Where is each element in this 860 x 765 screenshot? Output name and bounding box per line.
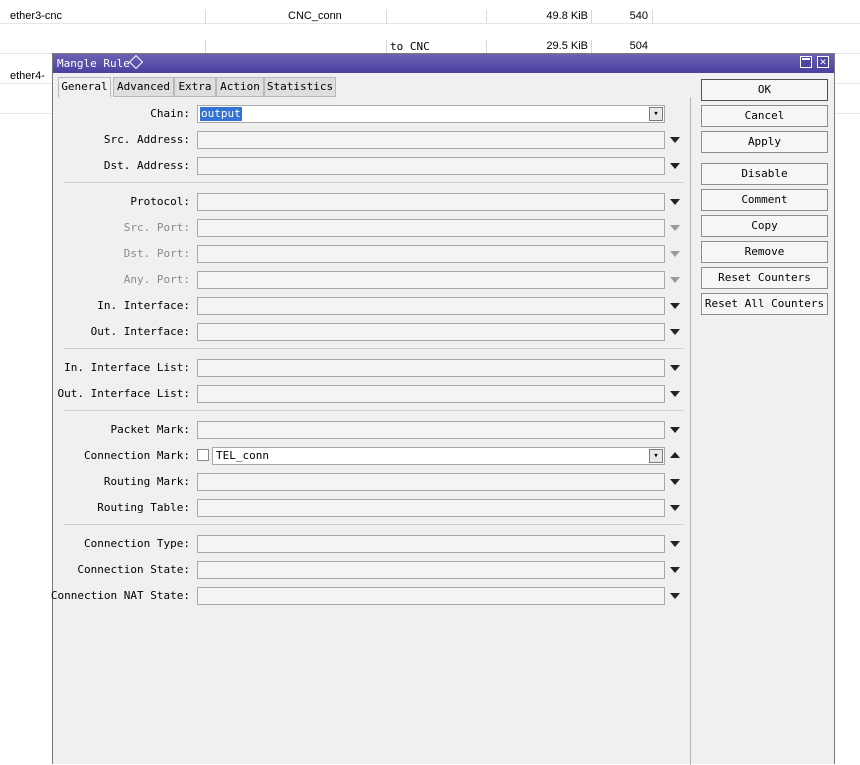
in-interface-row bbox=[54, 297, 684, 315]
section-divider bbox=[64, 410, 684, 411]
dropdown-arrow-icon[interactable] bbox=[670, 329, 680, 335]
dst-address-row bbox=[54, 157, 684, 175]
routing-table-field[interactable] bbox=[197, 499, 665, 517]
dropdown-arrow-icon bbox=[670, 225, 680, 231]
maximize-icon[interactable] bbox=[800, 56, 812, 68]
dropdown-arrow-icon bbox=[670, 277, 680, 283]
negate-checkbox[interactable] bbox=[197, 449, 209, 461]
tab-general[interactable]: General bbox=[58, 77, 111, 98]
in-interface-list-row bbox=[54, 359, 684, 377]
connection-type-row bbox=[54, 535, 684, 553]
out-interface-list-field[interactable] bbox=[197, 385, 665, 403]
section-divider bbox=[64, 524, 684, 525]
chain-label: Chain: bbox=[150, 107, 190, 120]
tab-statistics[interactable]: Statistics bbox=[264, 77, 336, 97]
protocol-row bbox=[54, 193, 684, 211]
table-cell-mark: CNC_conn bbox=[288, 10, 342, 22]
dropdown-arrow-icon[interactable] bbox=[670, 427, 680, 433]
dropdown-arrow-icon[interactable] bbox=[670, 541, 680, 547]
table-cell-packets: 540 bbox=[629, 10, 648, 22]
dropdown-arrow-icon[interactable] bbox=[670, 505, 680, 511]
routing-mark-label: Routing Mark: bbox=[103, 475, 190, 488]
packet-mark-label: Packet Mark: bbox=[110, 423, 190, 436]
close-icon[interactable]: ✕ bbox=[817, 56, 829, 68]
connection-mark-label: Connection Mark: bbox=[84, 449, 190, 462]
title-bar[interactable] bbox=[53, 54, 834, 73]
chain-row bbox=[54, 105, 684, 123]
dropdown-arrow-icon[interactable] bbox=[670, 567, 680, 573]
section-divider bbox=[64, 182, 684, 183]
table-cell-name: ether4- bbox=[10, 70, 45, 82]
comment-button[interactable]: Comment bbox=[701, 189, 828, 211]
connection-mark-row bbox=[54, 447, 684, 465]
column-divider bbox=[486, 40, 487, 53]
reset-counters-button[interactable]: Reset Counters bbox=[701, 267, 828, 289]
src-port-row bbox=[54, 219, 684, 237]
protocol-label: Protocol: bbox=[130, 195, 190, 208]
src-port-label: Src. Port: bbox=[123, 221, 190, 234]
any-port-row bbox=[54, 271, 684, 289]
src-port-field bbox=[197, 219, 665, 237]
dropdown-arrow-icon[interactable] bbox=[670, 303, 680, 309]
ok-button[interactable]: OK bbox=[701, 79, 828, 101]
any-port-label: Any. Port: bbox=[123, 273, 190, 286]
table-cell-bytes: 29.5 KiB bbox=[546, 40, 588, 52]
tab-action[interactable]: Action bbox=[216, 77, 264, 97]
dst-address-field[interactable] bbox=[197, 157, 665, 175]
mangle-rule-window bbox=[52, 53, 835, 764]
src-address-label: Src. Address: bbox=[103, 133, 190, 146]
diamond-icon bbox=[129, 55, 143, 69]
routing-mark-row bbox=[54, 473, 684, 491]
in-interface-label: In. Interface: bbox=[97, 299, 190, 312]
out-interface-list-row bbox=[54, 385, 684, 403]
column-divider bbox=[652, 10, 653, 23]
dropdown-arrow-icon[interactable] bbox=[670, 199, 680, 205]
chain-value: output bbox=[201, 107, 241, 120]
dropdown-arrow-icon[interactable] bbox=[670, 593, 680, 599]
any-port-field bbox=[197, 271, 665, 289]
dropdown-arrow-icon[interactable] bbox=[670, 479, 680, 485]
dropdown-arrow-icon[interactable] bbox=[670, 391, 680, 397]
connection-mark-select[interactable] bbox=[212, 447, 665, 465]
table-cell-packets: 504 bbox=[629, 40, 648, 52]
protocol-field[interactable] bbox=[197, 193, 665, 211]
collapse-arrow-icon[interactable] bbox=[670, 452, 680, 458]
column-divider bbox=[591, 40, 592, 53]
src-address-field[interactable] bbox=[197, 131, 665, 149]
connection-nat-state-label: Connection NAT State: bbox=[50, 589, 190, 602]
disable-button[interactable]: Disable bbox=[701, 163, 828, 185]
dst-port-label: Dst. Port: bbox=[123, 247, 190, 260]
connection-state-label: Connection State: bbox=[77, 563, 190, 576]
column-divider bbox=[486, 10, 487, 23]
out-interface-field[interactable] bbox=[197, 323, 665, 341]
packet-mark-field[interactable] bbox=[197, 421, 665, 439]
tab-advanced[interactable]: Advanced bbox=[113, 77, 174, 97]
connection-type-field[interactable] bbox=[197, 535, 665, 553]
chain-select[interactable] bbox=[197, 105, 665, 123]
reset-all-counters-button[interactable]: Reset All Counters bbox=[701, 293, 828, 315]
copy-button[interactable]: Copy bbox=[701, 215, 828, 237]
in-interface-list-field[interactable] bbox=[197, 359, 665, 377]
connection-mark-value: TEL_conn bbox=[216, 449, 269, 462]
section-divider bbox=[64, 348, 684, 349]
table-row[interactable] bbox=[0, 10, 860, 24]
in-interface-field[interactable] bbox=[197, 297, 665, 315]
dst-address-label: Dst. Address: bbox=[103, 159, 190, 172]
column-divider bbox=[386, 10, 387, 23]
out-interface-label: Out. Interface: bbox=[90, 325, 190, 338]
table-cell-name: ether3-cnc bbox=[10, 10, 62, 22]
dropdown-arrow-icon[interactable] bbox=[670, 365, 680, 371]
tab-extra[interactable]: Extra bbox=[174, 77, 216, 97]
routing-table-label: Routing Table: bbox=[97, 501, 190, 514]
column-divider bbox=[386, 40, 387, 53]
table-cell-comment: to CNC bbox=[390, 40, 430, 53]
packet-mark-row bbox=[54, 421, 684, 439]
column-divider bbox=[591, 10, 592, 23]
table-cell-bytes: 49.8 KiB bbox=[546, 10, 588, 22]
connection-nat-state-field[interactable] bbox=[197, 587, 665, 605]
cancel-button[interactable]: Cancel bbox=[701, 105, 828, 127]
chevron-down-icon[interactable]: ▾ bbox=[649, 449, 663, 463]
column-divider bbox=[205, 40, 206, 53]
chevron-down-icon[interactable]: ▾ bbox=[649, 107, 663, 121]
dst-port-field bbox=[197, 245, 665, 263]
table-row[interactable] bbox=[0, 40, 860, 54]
routing-mark-field[interactable] bbox=[197, 473, 665, 491]
dst-port-row bbox=[54, 245, 684, 263]
dropdown-arrow-icon bbox=[670, 251, 680, 257]
routing-table-row bbox=[54, 499, 684, 517]
src-address-row bbox=[54, 131, 684, 149]
connection-nat-state-row bbox=[50, 587, 684, 605]
connection-state-field[interactable] bbox=[197, 561, 665, 579]
remove-button[interactable]: Remove bbox=[701, 241, 828, 263]
dropdown-arrow-icon[interactable] bbox=[670, 163, 680, 169]
apply-button[interactable]: Apply bbox=[701, 131, 828, 153]
general-panel bbox=[50, 97, 691, 765]
in-interface-list-label: In. Interface List: bbox=[64, 361, 190, 374]
out-interface-row bbox=[54, 323, 684, 341]
dropdown-arrow-icon[interactable] bbox=[670, 137, 680, 143]
column-divider bbox=[205, 10, 206, 23]
window-title: Mangle Rule bbox=[57, 57, 130, 70]
connection-type-label: Connection Type: bbox=[84, 537, 190, 550]
connection-state-row bbox=[54, 561, 684, 579]
out-interface-list-label: Out. Interface List: bbox=[57, 387, 190, 400]
